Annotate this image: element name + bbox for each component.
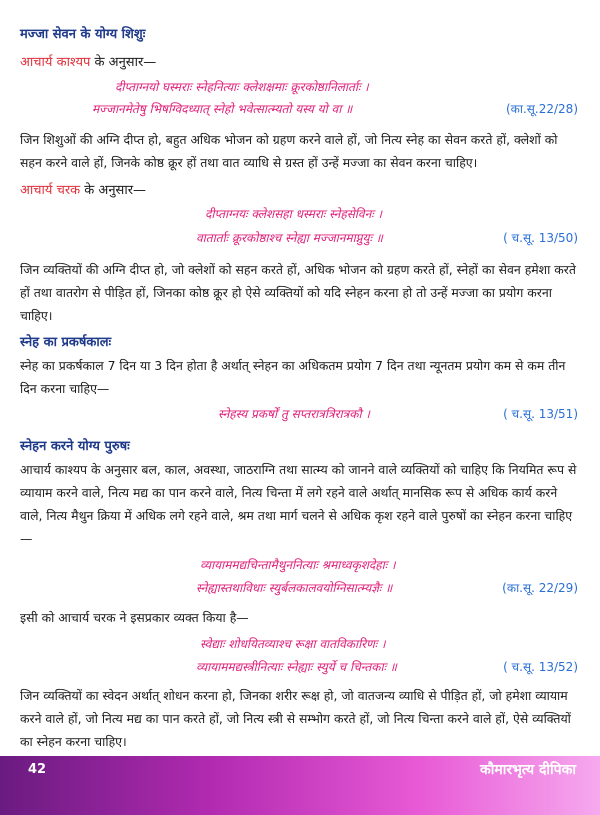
paragraph: इसी को आचार्य चरक ने इसप्रकार व्यक्त किया है— [20,610,249,625]
verse-line: वातार्ताः क्रूरकोष्ठाश्च स्नेह्या मज्जानमाप्नुयुः ॥ [196,231,383,245]
verse-line: दीप्ताग्नयो घस्मराः स्नेहनित्याः क्लेशक्षमाः क्रूरकोष्ठानिलार्ताः । [115,80,369,94]
verse-reference: (का.सू.22/28) [505,102,578,116]
verse-line: मज्जानमेतेषु भिषग्विदध्यात् स्नेहो भवेत्सात्म्यतो यस्य यो वा ॥ [92,102,353,116]
verse-line: व्यायाममद्यस्त्रीनित्याः स्नेह्याः स्युर्ये च चिन्तकाः ॥ [196,660,397,674]
book-title: कौमारभृत्य दीपिका [479,762,576,778]
attribution-suffix: के अनुसार— [90,55,157,70]
verse-line: स्नेह्यास्तथाविधाः स्युर्बलकालवयोग्निसात्म्यज्ञैः ॥ [196,581,393,595]
verse-line: स्वेद्याः शोधयितव्याश्च रूक्षा वातविकारिणः । [200,637,386,651]
verse-reference: ( च.सू. 13/50) [503,231,578,245]
acharya-name: आचार्य चरक [20,183,81,198]
section-heading-prakarsha: स्नेह का प्रकर्षकालः [20,335,112,350]
page-number: 42 [28,762,47,777]
page-footer [0,756,600,815]
verse-reference: ( च.सू. 13/52) [503,660,578,674]
paragraph: स्नेह का प्रकर्षकाल 7 दिन या 3 दिन होता है अर्थात् स्नेहन का अधिकतम प्रयोग 7 दिन तथा न्यूनतम प्रयोग कम से कम तीन दिन करना चाहिए— [20,358,566,396]
paragraph: जिन व्यक्तियों का स्वेदन अर्थात् शोधन करना हो, जिनका शरीर रूक्ष हो, जो वातजन्य व्याधि से पीड़ित हों, जो हमेशा व्यायाम करने वाले हों, जो नित्य मद्य का पान करते हों, जो नित्य स्त्री से सम्भोग करते हों, जो नित्य चिन्ता करने वाले हों, ऐसे व्यक्तियों का स्नेहन करना चाहिए। [20,688,571,749]
paragraph: जिन व्यक्तियों की अग्नि दीप्त हो, जो क्लेशों को सहन करते हों, अधिक भोजन को ग्रहण करते हों, स्नेहों का सेवन हमेशा करते हों तथा वातरोग से पीड़ित हों, जिनका कोष्ठ क्रूर हो ऐसे व्यक्तियों को यदि स्नेहन करना हो तो उन्हें मज्जा का प्रयोग करना चाहिए। [20,262,576,323]
attribution-charak [20,180,146,198]
verse-reference: (का.सू. 22/29) [502,581,578,595]
attribution-kashyap [20,52,156,70]
section-heading-snehan: स्नेहन करने योग्य पुरुषः [20,439,130,454]
paragraph: जिन शिशुओं की अग्नि दीप्त हो, बहुत अधिक भोजन को ग्रहण करने वाले हों, जो नित्य स्नेह का सेवन करते हों, क्लेशों को सहन करने वाले हों, जिनके कोष्ठ क्रूर हों तथा वात व्याधि से ग्रस्त हों उन्हें मज्जा का सेवन करना चाहिए। [20,132,558,170]
section-heading-majja: मज्जा सेवन के योग्य शिशुः [20,27,146,42]
acharya-name: आचार्य काश्यप [20,55,91,70]
verse-line: व्यायाममद्यचिन्तामैथुननित्याः श्रमाध्वकृशदेहाः । [200,558,396,572]
verse-line: स्नेहस्य प्रकर्षों तु सप्तरात्रत्रिरात्रकौ । [218,407,370,421]
verse-reference: ( च.सू. 13/51) [503,407,578,421]
attribution-suffix: के अनुसार— [80,183,147,198]
paragraph: आचार्य काश्यप के अनुसार बल, काल, अवस्था, जाठराग्नि तथा सात्म्य को जानने वाले व्यक्तियों को चाहिए कि नियमित रूप से व्यायाम करने वाले, नित्य मद्य का पान करने वाले, नित्य चिन्ता में लगे रहने वाले अर्थात् मानसिक रूप से अधिक कार्य करने वाले, नित्य मैथुन क्रिया में अधिक लगे रहने वाले, श्रम तथा मार्ग चलने से अधिक कृश रहने वाले पुरुषों का स्नेहन करना चाहिए— [20,462,577,546]
verse-line: दीप्ताग्नयः क्लेशसहा धस्मराः स्नेहसेविनः । [205,207,383,221]
